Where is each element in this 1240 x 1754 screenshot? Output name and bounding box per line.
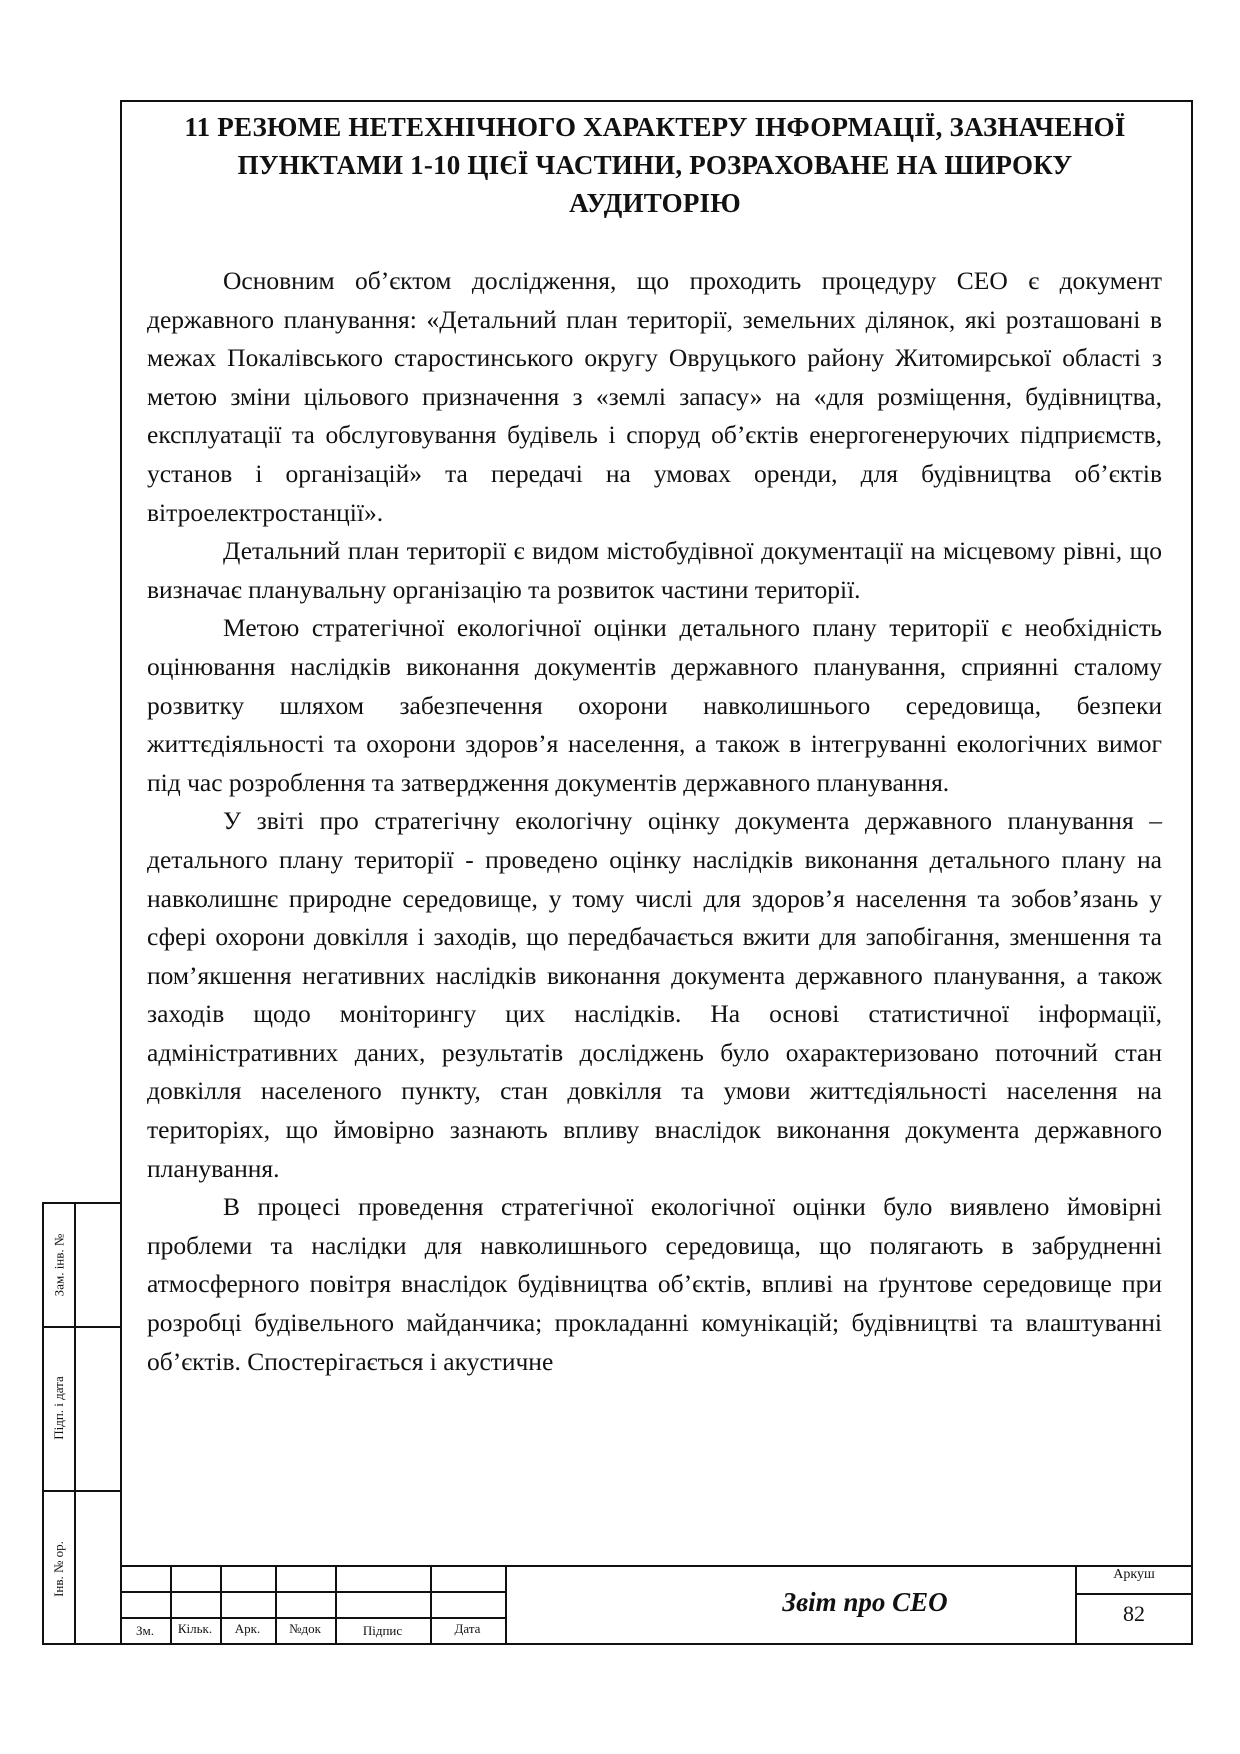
side-cell-replaced-inv: Зам. інв. № bbox=[51, 1233, 66, 1297]
paragraph: В процесі проведення стратегічної екологічної оцінки було виявлено ймовірні проблеми та наслідки для навколишнього середовища, що полягають в забрудненні атмосферного повітря внаслідок будівництва об’єктів, впливі на ґрунтове середовище при розробці будівельного майданчика; прокладанні комунікацій; будівництві та влаштуванні об’єктів. Спостерігається і акустичне bbox=[147, 1192, 1162, 1376]
body-text bbox=[147, 262, 1162, 1381]
col-doc-number: №док bbox=[289, 1621, 321, 1636]
paragraph: Основним об’єктом дослідження, що проходить процедуру СЕО є документ державного планування: «Детальний план території, земельних ділянок, які розташовані в межах Покалівського старостинського округу Овруцького району Житомирської області з метою зміни цільового призначення з «землі запасу» на «для розміщення, будівництва, експлуатації та обслуговування будівель і споруд об’єктів енергогенеруючих підприємств, установ і організацій» та передачі на умовах оренди, для будівництва об’єктів вітроелектростанції». bbox=[147, 266, 1162, 527]
title-block bbox=[120, 1565, 1193, 1645]
col-change: Зм. bbox=[136, 1623, 154, 1638]
sheet-label: Аркуш bbox=[1113, 1567, 1155, 1582]
side-cell-sign-date: Підп. і дата bbox=[51, 1376, 66, 1440]
col-signature: Підпис bbox=[362, 1623, 403, 1638]
section-heading: 11 РЕЗЮМЕ НЕТЕХНІЧНОГО ХАРАКТЕРУ ІНФОРМАЦІЇ, ЗАЗНАЧЕНОЇ ПУНКТАМИ 1-10 ЦІЄЇ ЧАСТИНИ, РОЗРАХОВАНЕ НА ШИРОКУ АУДИТОРІЮ bbox=[184, 112, 1126, 218]
col-date: Дата bbox=[454, 1621, 481, 1636]
col-quantity: Кільк. bbox=[177, 1621, 213, 1636]
paragraph: Метою стратегічної екологічної оцінки детального плану території є необхідність оцінювання наслідків виконання документів державного планування, сприянні сталому розвитку шляхом забезпечення охорони навколишнього середовища, безпеки життєдіяльності та охорони здоров’я населення, а також в інтегруванні екологічних вимог під час розроблення та затвердження документів державного планування. bbox=[147, 613, 1162, 797]
paragraph: Детальний план території є видом містобудівної документації на місцевому рівні, що визначає планувальну організацію та розвиток частини території. bbox=[147, 536, 1162, 604]
sheet-number: 82 bbox=[1123, 1601, 1145, 1626]
document-title: Звіт про СЕО bbox=[782, 1587, 948, 1617]
paragraph: У звіті про стратегічну екологічну оцінку документа державного планування – детального плану території - проведено оцінку наслідків виконання детального плану на навколишнє природне середовище, у тому числі для здоров’я населення та зобов’язань у сфері охорони довкілля і заходів, що передбачається вжити для запобігання, зменшення та пом’якшення негативних наслідків виконання документа державного планування, а також заходів щодо моніторингу цих наслідків. На основі статистичної інформації, адміністративних даних, результатів досліджень було охарактеризовано поточний стан довкілля населеного пункту, стан довкілля та умови життєдіяльності населення на територіях, що ймовірно зазнають впливу внаслідок виконання документа державного планування. bbox=[147, 806, 1162, 1183]
side-stamp bbox=[42, 1202, 122, 1645]
col-sheet: Арк. bbox=[234, 1621, 261, 1636]
side-cell-inv-orig: Інв. № ор. bbox=[51, 1540, 67, 1597]
